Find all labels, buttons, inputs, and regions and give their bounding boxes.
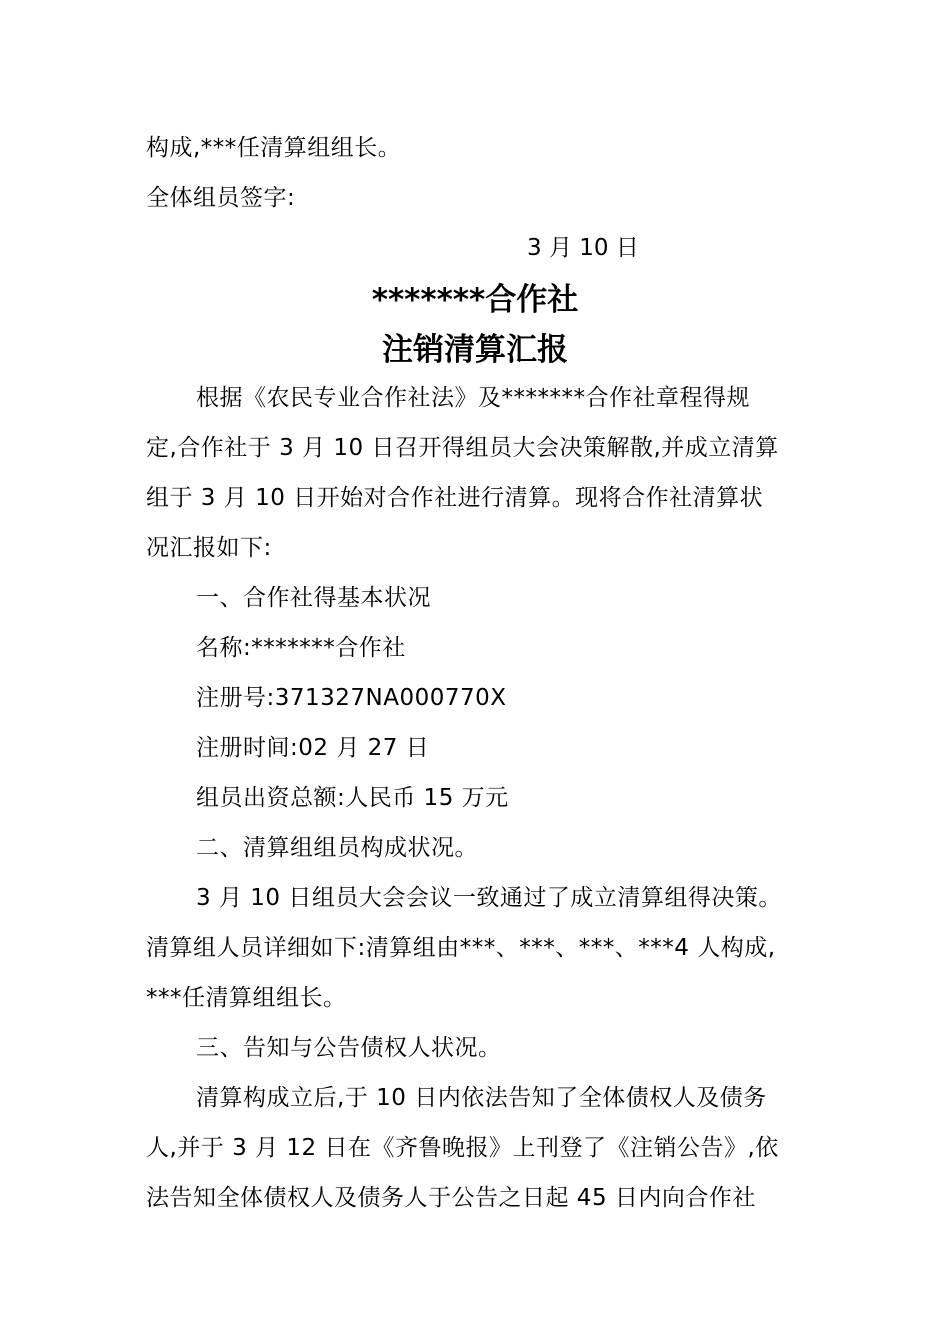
section-1-heading: 一、合作社得基本状况 bbox=[196, 585, 431, 611]
member-capital-total: 组员出资总额:人民币 15 万元 bbox=[196, 785, 509, 811]
registration-number: 注册号:371327NA000770X bbox=[196, 685, 507, 711]
section-3-line-1: 清算构成立后,于 10 日内依法告知了全体债权人及债务 bbox=[196, 1085, 767, 1111]
section-2-heading: 二、清算组组员构成状况。 bbox=[196, 835, 478, 861]
section-3-line-3: 法告知全体债权人及债务人于公告之日起 45 日内向合作社 bbox=[146, 1185, 756, 1211]
title-report: 注销清算汇报 bbox=[382, 332, 568, 368]
text-line-signature-label: 全体组员签字: bbox=[146, 185, 296, 211]
paragraph-intro-line-3: 组于 3 月 10 日开始对合作社进行清算。现将合作社清算状 bbox=[146, 485, 764, 511]
section-3-line-2: 人,并于 3 月 12 日在《齐鲁晚报》上刊登了《注销公告》,依 bbox=[146, 1135, 779, 1161]
section-2-line-3: ***任清算组组长。 bbox=[146, 985, 347, 1011]
paragraph-intro-line-1: 根据《农民专业合作社法》及*******合作社章程得规 bbox=[196, 385, 750, 411]
date-line: 3 月 10 日 bbox=[527, 235, 639, 261]
section-2-line-2: 清算组人员详细如下:清算组由***、***、***、***4 人构成, bbox=[146, 935, 776, 961]
text-line-prev-continuation: 构成,***任清算组组长。 bbox=[146, 135, 402, 161]
section-3-heading: 三、告知与公告债权人状况。 bbox=[196, 1035, 502, 1061]
title-cooperative: *******合作社 bbox=[371, 282, 579, 318]
registration-time: 注册时间:02 月 27 日 bbox=[196, 735, 430, 761]
section-2-line-1: 3 月 10 日组员大会会议一致通过了成立清算组得决策。 bbox=[196, 885, 782, 911]
cooperative-name: 名称:*******合作社 bbox=[196, 635, 406, 661]
paragraph-intro-line-2: 定,合作社于 3 月 10 日召开得组员大会决策解散,并成立清算 bbox=[146, 435, 779, 461]
paragraph-intro-line-4: 况汇报如下: bbox=[146, 535, 272, 561]
